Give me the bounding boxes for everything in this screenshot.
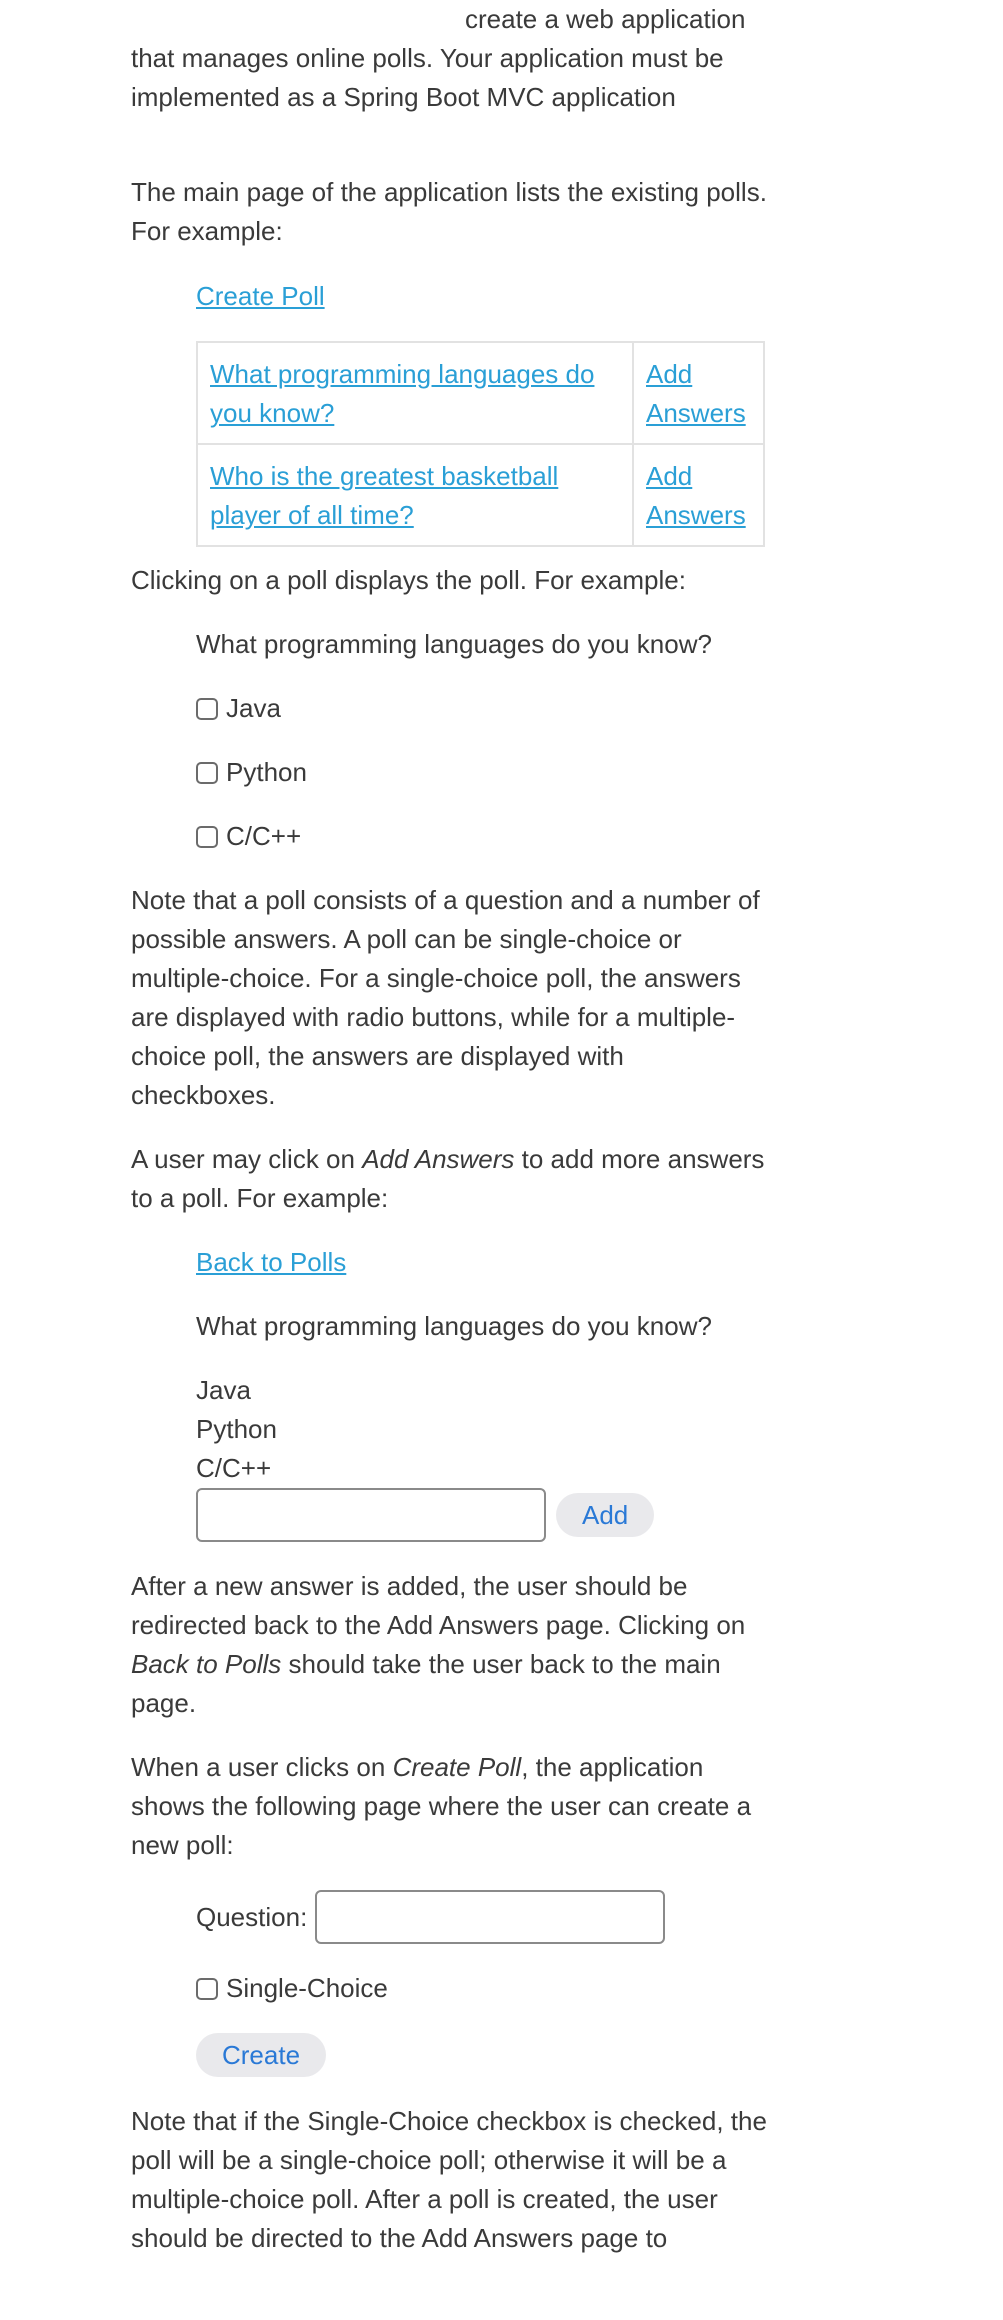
- add-answers-text-em: Add Answers: [362, 1144, 515, 1174]
- create-poll-link[interactable]: Create Poll: [196, 281, 325, 311]
- answer-label: Python: [226, 757, 307, 787]
- answer-checkbox-row[interactable]: [196, 689, 771, 728]
- intro-line-1: [131, 6, 771, 45]
- single-choice-note-paragraph: Note that if the Single-Choice checkbox is checked, the poll will be a single-choice poll; otherwise it will be a multiple-choice poll. After a poll is created, the user should be directed to the Add Answers page to: [131, 2106, 767, 2253]
- question-input[interactable]: [315, 1890, 665, 1944]
- add-answer-form: [196, 1488, 771, 1542]
- polls-table: [196, 341, 765, 547]
- create-button[interactable]: Create: [196, 2033, 326, 2077]
- display-poll-paragraph: Clicking on a poll displays the poll. For example:: [131, 565, 686, 595]
- new-answer-input[interactable]: [196, 1488, 546, 1542]
- list-item: Java: [196, 1375, 251, 1405]
- intro-paragraph: [131, 6, 771, 117]
- after-add-text-em: Back to Polls: [131, 1649, 282, 1679]
- intro-line-3: implemented as a Spring Boot MVC application: [131, 82, 676, 112]
- add-answers-text-after: to add more answers to a poll. For example:: [131, 1144, 765, 1213]
- list-item: Python: [196, 1414, 277, 1444]
- single-choice-label: Single-Choice: [226, 1973, 388, 2003]
- display-poll-question: What programming languages do you know?: [196, 629, 712, 659]
- answer-checkbox-row[interactable]: [196, 753, 771, 792]
- table-row: [197, 444, 764, 546]
- poll-question-link[interactable]: Who is the greatest basketball player of all time?: [210, 461, 559, 530]
- back-to-polls-link[interactable]: Back to Polls: [196, 1247, 347, 1277]
- single-choice-row[interactable]: [196, 1969, 771, 2008]
- checkbox[interactable]: [196, 762, 218, 784]
- answer-list: [196, 1371, 771, 1488]
- after-add-text-after: should take the user back to the main page.: [131, 1649, 721, 1718]
- poll-question-cell: [197, 342, 633, 444]
- poll-types-paragraph: Note that a poll consists of a question and a number of possible answers. A poll can be single-choice or multiple-choice. For a single-choice poll, the answers are displayed with radio buttons, while for a multiple-choice poll, the answers are displayed with checkboxes.: [131, 885, 760, 1110]
- checkbox[interactable]: [196, 826, 218, 848]
- question-form-row: [196, 1890, 771, 1944]
- after-add-paragraph: [131, 1567, 771, 1723]
- intro-line-2: that manages online polls. Your application must be: [131, 43, 724, 73]
- add-answers-question: What programming languages do you know?: [196, 1311, 712, 1341]
- add-answers-link[interactable]: Add Answers: [646, 359, 746, 428]
- list-item: C/C++: [196, 1453, 272, 1483]
- after-add-text-before: After a new answer is added, the user should be redirected back to the Add Answers page. Clicking on: [131, 1571, 746, 1640]
- create-poll-text-before: When a user clicks on: [131, 1752, 393, 1782]
- answer-checkbox-row[interactable]: [196, 817, 771, 856]
- poll-action-cell: [633, 444, 764, 546]
- checkbox[interactable]: [196, 698, 218, 720]
- poll-question-cell: [197, 444, 633, 546]
- document-body: [131, 0, 771, 2258]
- create-poll-paragraph: [131, 1748, 771, 1865]
- answer-label: Java: [226, 693, 281, 723]
- question-label: Question:: [196, 1901, 308, 1932]
- main-page-paragraph: The main page of the application lists the existing polls. For example:: [131, 177, 767, 246]
- add-button[interactable]: Add: [556, 1493, 654, 1537]
- create-poll-link-row: [196, 277, 771, 316]
- back-to-polls-row: [196, 1243, 771, 1282]
- create-button-row: [196, 2033, 771, 2077]
- poll-action-cell: [633, 342, 764, 444]
- create-poll-text-em: Create Poll: [392, 1752, 522, 1782]
- intro-line-1-text: create a web application: [465, 4, 746, 34]
- create-poll-text-after: , the application shows the following page where the user can create a new poll:: [131, 1752, 752, 1860]
- answer-label: C/C++: [226, 821, 302, 851]
- add-answers-text-before: A user may click on: [131, 1144, 363, 1174]
- table-row: [197, 342, 764, 444]
- add-answers-link[interactable]: Add Answers: [646, 461, 746, 530]
- single-choice-checkbox[interactable]: [196, 1978, 218, 2000]
- poll-question-link[interactable]: What programming languages do you know?: [210, 359, 595, 428]
- add-answers-paragraph: [131, 1140, 771, 1218]
